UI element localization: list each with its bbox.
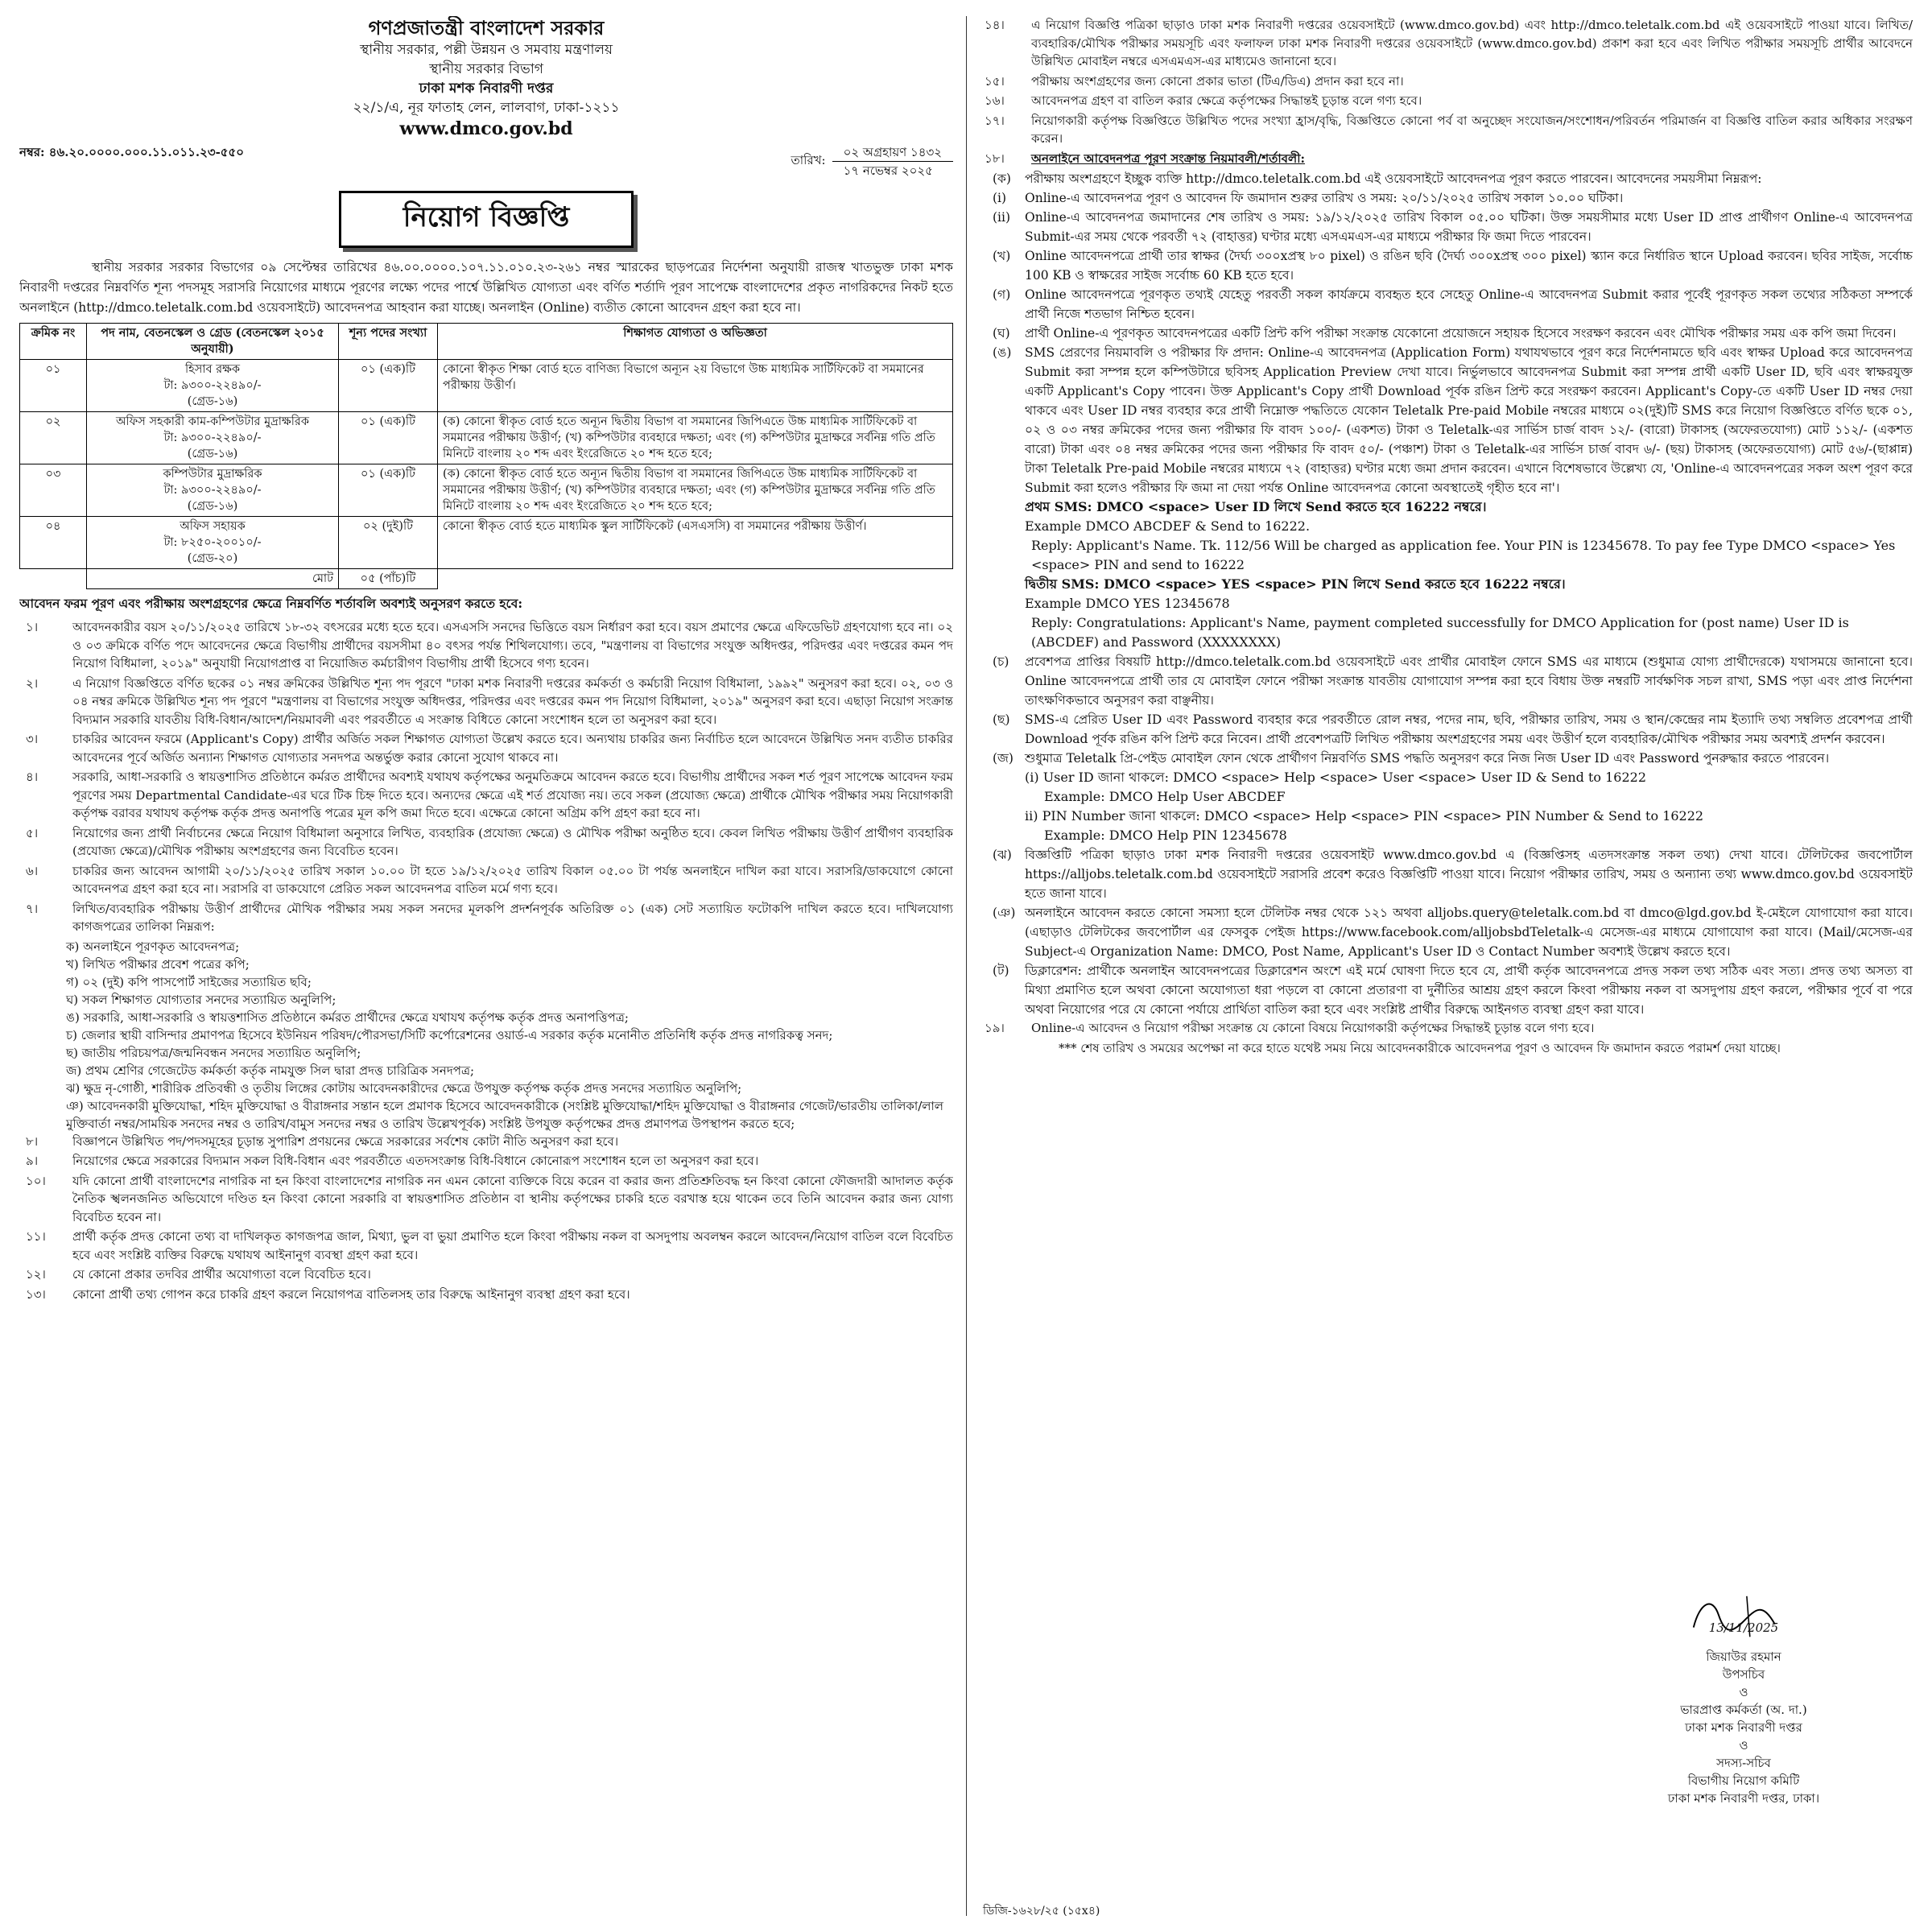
rule-item: (ঘ) প্রার্থী Online-এ পূরণকৃত আবেদনপত্রের একটি প্রিন্ট কপি পরীক্ষা সংক্রান্ত যেকোনো প্রয়োজনে সহায়ক হিসেবে সংরক্ষণ করবেন এবং মৌখিক পরীক্ষার সময় এক কপি জমা দিবেন।: [993, 326, 1897, 341]
office-address: ২২/১/এ, নূর ফাতাহ লেন, লালবাগ, ঢাকা-১২১১: [353, 100, 620, 116]
rule-item: (ঝ) বিজ্ঞপ্তিটি পত্রিকা ছাড়াও ঢাকা মশক নিবারণী দপ্তরের ওয়েবসাইট www.dmco.gov.bd এ (বিজ্ঞপ্তিসহ এতদসংক্রান্ত সকল তথ্য) দেখা যাবে। টেলিটকের জবপোর্টাল https://alljobs.teletalk.com.bd ওয়েবসাইটে সরাসরি প্রবেশ করেও বিজ্ঞপ্তিটি পাওয়া যাবে। নিয়োগ পরীক্ষার তারিখ, সময় ও অন্যান্য তথ্য www.dmco.gov.bd ওয়েবসাইট হতে জানা যাবে।: [993, 848, 1913, 901]
recover-pin-example: Example: DMCO Help PIN 12345678: [1044, 828, 1287, 843]
col-count: শূন্য পদের সংখ্যা: [339, 324, 438, 360]
table-row: [20, 517, 953, 569]
row-count: ০১ (এক)টি: [339, 412, 438, 464]
date-bengali: ০২ অগ্রহায়ণ ১৪৩২: [832, 143, 953, 162]
row-post: কম্পিউটার মুদ্রাক্ষরিক টা: ৯৩০০-২২৪৯০/- (গ্রেড-১৬): [87, 464, 339, 517]
doc-list-item: গ) ০২ (দুই) কপি পাসপোর্ট সাইজের সত্যায়িত ছবি;: [66, 974, 312, 989]
gov-title: গণপ্রজাতন্ত্রী বাংলাদেশ সরকার: [368, 16, 605, 39]
signatory-role-2: সদস্য-সচিব: [1716, 1756, 1771, 1770]
rule-item: (ক) পরীক্ষায় অংশগ্রহণে ইচ্ছুক ব্যক্তি http://dmco.teletalk.com.bd এই ওয়েবসাইটে আবেদনপত্র পূরণ করতে পারবেন। আবেদনের সময়সীমা নিম্নরূপ:: [993, 171, 1762, 186]
instructions-heading: আবেদন ফরম পূরণ এবং পরীক্ষায় অংশগ্রহণের ক্ষেত্রে নিম্নবর্ণিত শর্তাবলি অবশ্যই অনুসরণ করতে হবে:: [19, 596, 523, 611]
recover-user-id-example: Example: DMCO Help User ABCDEF: [1044, 789, 1286, 804]
doc-list-item: ঙ) সরকারি, আধা-সরকারি ও স্বায়ত্তশাসিত প্রতিষ্ঠানে কর্মরত প্রার্থীদের ক্ষেত্রে যথাযথ কর্তৃপক্ষ কর্তৃক প্রদত্ত অনাপত্তিপত্র;: [66, 1009, 629, 1025]
sms-second-reply: Reply: Congratulations: Applicant's Name, payment completed successfully for DMCO Application for (post name) User ID is (ABCDEF) and Password (XXXXXXXX): [1031, 615, 1849, 650]
list-item: ২। এ নিয়োগ বিজ্ঞপ্তিতে বর্ণিত ছকের ০১ নম্বর ক্রমিকের উল্লিখিত শূন্য পদ পূরণে "ঢাকা মশক নিবারণী দপ্তরের কর্মকর্তা ও কর্মচারী নিয়োগ বিধিমালা, ১৯৯২" অনুসরণ করা হবে। ০২, ০৩ ও ০৪ নম্বর ক্রমিকে উল্লিখিত শূন্য পদ পূরণে "মন্ত্রণালয় বা বিভাগের সংযুক্ত অধিদপ্তর, পরিদপ্তর এবং দপ্তরের কমন পদ নিয়োগ বিধিমালা, ২০১৯" অনুসরণ করা হবে। এছাড়া নিয়োগ সংক্রান্ত বিদ্যমান সরকারি যাবতীয় বিধি-বিধান/আদেশ/নিয়মাবলী এবং পরবর্তীতে এ সংক্রান্ত বিধিতে কোনো সংশোধন হলে তা অনুসরণ করা হবে।: [26, 675, 953, 727]
row-qualification: (ক) কোনো স্বীকৃত বোর্ড হতে অন্যূন দ্বিতীয় বিভাগ বা সমমানের জিপিএতে উচ্চ মাধ্যমিক সার্টিফিকেট বা সমমানের পরীক্ষায় উত্তীর্ণ; (খ) কম্পিউটার ব্যবহারে দক্ষতা; এবং (গ) কম্পিউটার মুদ্রাক্ষরে সর্বনিম্ন গতি প্রতি মিনিটে বাংলায় ২০ শব্দ এবং ইংরেজিতে ২০ শব্দ হতে হবে;: [438, 464, 953, 517]
doc-list-item: ঘ) সকল শিক্ষাগত যোগ্যতার সনদের সত্যায়িত অনুলিপি;: [66, 992, 336, 1007]
list-item: ১৯। Online-এ আবেদন ও নিয়োগ পরীক্ষা সংক্রান্ত যে কোনো বিষয়ে নিয়োগকারী কর্তৃপক্ষের সিদ্ধান্তই চূড়ান্ত বলে গণ্য হবে।: [985, 1021, 1595, 1035]
table-total-row: [20, 569, 953, 589]
table-row: [20, 464, 953, 517]
page-title: নিয়োগ বিজ্ঞপ্তি: [339, 191, 634, 248]
conjunction: ও: [1739, 1738, 1748, 1752]
rule-item: (খ) Online আবেদনপত্রে প্রার্থী তার স্বাক্ষর (দৈর্ঘ্য ৩০০xপ্রস্থ ৮০ pixel) ও রঙিন ছবি (দৈর্ঘ্য ৩০০xপ্রস্থ ৩০০ pixel) স্ক্যান করে নির্ধারিত স্থানে Upload করবেন। ছবির সাইজ, সর্বোচ্চ 100 KB ও স্বাক্ষরের সাইজ সর্বোচ্চ 60 KB হতে হবে।: [993, 249, 1913, 283]
date-english: ১৭ নভেম্বর ২০২৫: [843, 163, 933, 178]
list-item: ১০। যদি কোনো প্রার্থী বাংলাদেশের নাগরিক না হন কিংবা বাংলাদেশের নাগরিক নন এমন কোনো ব্যক্তিকে বিয়ে করেন বা করার জন্য প্রতিশ্রুতিবদ্ধ হন কিংবা কোনো ফৌজদারী আদালত কর্তৃক নৈতিক স্খলনজনিত অভিযোগে দণ্ডিত হন কিংবা কোনো সরকারি বা স্বায়ত্তশাসিত প্রতিষ্ঠান বা স্থানীয় কর্তৃপক্ষের চাকরি হতে বরখাস্ত হয়ে থাকেন তবে তিনি আবেদন করার জন্য যোগ্য বিবেচিত হবেন না।: [26, 1173, 953, 1224]
list-item: ৮। বিজ্ঞাপনে উল্লিখিত পদ/পদসমূহের চূড়ান্ত সুপারিশ প্রণয়নের ক্ষেত্রে সরকারের সর্বশেষ কোটা নীতি অনুসরণ করা হবে।: [26, 1133, 619, 1149]
left-column: [19, 16, 953, 1916]
row-serial: ০৪: [20, 517, 87, 569]
col-post: পদ নাম, বেতনস্কেল ও গ্রেড (বেতনস্কেল ২০১৫ অনুযায়ী): [87, 324, 339, 360]
intro-paragraph: স্থানীয় সরকার সরকার বিভাগের ০৯ সেপ্টেম্বর তারিখের ৪৬.০০.০০০০.১০৭.১১.০১০.২৩-২৬১ নম্বর স্মারকের ছাড়পত্রের নির্দেশনা অনুযায়ী রাজস্ব খাতভুক্ত ঢাকা মশক নিবারণী দপ্তরের নিম্নবর্ণিত শূন্য পদসমূহ সরাসরি নিয়োগের মাধ্যমে পূরণের লক্ষ্যে পদের পার্শ্বে উল্লিখিত যোগ্যতা এবং বর্ণিত শর্তাদি পূরণ সাপেক্ষে বাংলাদেশের প্রকৃত নাগরিকদের নিকট হতে অনলাইনে (http://dmco.teletalk.com.bd ওয়েবসাইটে) আবেদনপত্র আহবান করা যাচ্ছে। অনলাইন (Online) ব্যতীত কোনো আবেদন গ্রহণ করা হবে না।: [19, 260, 953, 315]
list-item: ৩। চাকরির আবেদন ফরমে (Applicant's Copy) প্রার্থীর অর্জিত সকল শিক্ষাগত যোগ্যতা উল্লেখ করতে হবে। অন্যথায় চাকরির জন্য নির্বাচিত হলে আবেদনে উল্লিখিত সনদ ব্যতীত চাকরির আবেদনের পূর্বে অর্জিত অন্যান্য শিক্ষাগত যোগ্যতার সনদপত্র অন্তর্ভুক্ত করার কোনো সুযোগ থাকবে না।: [26, 732, 953, 765]
recover-pin: ii) PIN Number জানা থাকলে: DMCO <space> Help <space> PIN <space> PIN Number & Send to 16222: [1025, 808, 1704, 824]
doc-list-item: জ) প্রথম শ্রেণির গেজেটেড কর্মকর্তা কর্তৃক নামযুক্ত সিল দ্বারা প্রদত্ত চারিত্রিক সনদপত্র;: [66, 1063, 475, 1078]
rule-item: (ছ) SMS-এ প্রেরিত User ID এবং Password ব্যবহার করে পরবর্তীতে রোল নম্বর, পদের নাম, ছবি, পরীক্ষার তারিখ, সময় ও স্থান/কেন্দ্রের নাম ইত্যাদি তথ্য সম্বলিত প্রবেশপত্র প্রার্থী Download পূর্বক রঙিন কপি প্রিন্ট করে নিবেন। প্রার্থী প্রবেশপত্রটি লিখিত পরীক্ষায় অংশগ্রহণের সময় এবং উত্তীর্ণ হলে ব্যবহারিক/মৌখিক পরীক্ষার সময় অবশ্যই প্রদর্শন করবেন।: [993, 712, 1913, 746]
posts-table: [19, 323, 953, 589]
list-item: ৯। নিয়োগের ক্ষেত্রে সরকারের বিদ্যমান সকল বিধি-বিধান এবং পরবর্তীতে এতদসংক্রান্ত বিধি-বিধানে কোনোরূপ সংশোধন হলে তা অনুসরণ করা হবে।: [26, 1154, 759, 1168]
signature-date: 13/11/2025: [1708, 1620, 1779, 1635]
rule-item: (i) Online-এ আবেদনপত্র পূরণ ও আবেদন ফি জমাদান শুরুর তারিখ ও সময়: ২০/১১/২০২৫ তারিখ সকাল ১০.০০ ঘটিকা।: [993, 191, 1624, 205]
doc-list-item: ক) অনলাইনে পূরণকৃত আবেদনপত্র;: [66, 939, 240, 954]
list-item: ১১। প্রার্থী কর্তৃক প্রদত্ত কোনো তথ্য বা দাখিলকৃত কাগজপত্র জাল, মিথ্যা, ভুল বা ভুয়া প্রমাণিত হলে কিংবা পরীক্ষায় নকল বা অসদুপায় অবলম্বন করলে আবেদন/নিয়োগ বাতিল বলে বিবেচিত হবে এবং সংশ্লিষ্ট ব্যক্তির বিরুদ্ধে যথাযথ আইনানুগ ব্যবস্থা গ্রহণ করা হবে।: [26, 1229, 953, 1262]
row-post: হিসাব রক্ষক টা: ৯৩০০-২২৪৯০/- (গ্রেড-১৬): [87, 360, 339, 412]
list-item: ৭। লিখিত/ব্যবহারিক পরীক্ষায় উত্তীর্ণ প্রার্থীদের মৌখিক পরীক্ষার সময় সকল সনদের মূলকপি প্রদর্শনপূর্বক অতিরিক্ত ০১ (এক) সেট সত্যায়িত ফটোকপি দাখিল করতে হবে। দাখিলযোগ্য কাগজপত্রের তালিকা নিম্নরূপ:: [26, 901, 953, 934]
signature-image: [1631, 1590, 1856, 1646]
memo-number: নম্বর: ৪৬.২০.০০০০.০০০.১১.০১১.২৩-৫৫০: [19, 145, 245, 159]
sms-first-reply: Reply: Applicant's Name. Tk. 112/56 Will be charged as application fee. Your PIN is 12345678. To pay fee Type DMCO <space> Yes <space> PIN and send to 16222: [1031, 538, 1896, 572]
doc-list-item: চ) জেলার স্থায়ী বাসিন্দার প্রমাণপত্র হিসেবে ইউনিয়ন পরিষদ/পৌরসভা/সিটি কর্পোরেশনের ওয়ার্ড-এ সরকার কর্তৃক মনোনীত প্রতিনিধি কর্তৃক প্রদত্ত নাগরিকত্ব সনদ;: [66, 1027, 833, 1042]
conjunction: ও: [1739, 1685, 1748, 1699]
table-row: [20, 360, 953, 412]
rule-item: (ঙ) SMS প্রেরণের নিয়মাবলি ও পরীক্ষার ফি প্রদান: Online-এ আবেদনপত্র (Application Form) যথাযথভাবে পূরণ করে নির্দেশনামতে ছবি এবং স্বাক্ষর Upload করে আবেদনপত্র Submit করা সম্পন্ন হলে কম্পিউটারে ছবিসহ Application Preview দেখা যাবে। নির্ভুলভাবে আবেদনপত্র Submit করা সম্পন্ন প্রার্থী একটি User ID, ছবি এবং স্বাক্ষরযুক্ত একটি Applicant's Copy পাবেন। উক্ত Applicant's Copy প্রার্থী Download পূর্বক রঙিন প্রিন্ট করে সংরক্ষণ করবেন। Applicant's Copy-তে একটি User ID নম্বর দেয়া থাকবে এবং User ID নম্বর ব্যবহার করে প্রার্থী নিম্নোক্ত পদ্ধতিতে যেকোন Teletalk Pre-paid Mobile নম্বরের মাধ্যমে ০২(দুই)টি SMS করে নিয়োগ বিজ্ঞপ্তিতে বর্ণিত ছকে ০১, ০২ ও ০৩ নম্বর ক্রমিকের পদের জন্য পরীক্ষার ফি বাবদ ১০০/- (একশত) টাকা ও Teletalk-এর সার্ভিস চার্জ বাবদ ১২/- (বারো) টাকাসহ (অফেরতযোগ্য) মোট ১১২/- (একশত বারো) টাকা এবং ০৪ নম্বর ক্রমিকের পদের জন্য পরীক্ষার ফি বাবদ ৫০/- (পঞ্চাশ) টাকা ও Teletalk-এর সার্ভিস চার্জ বাবদ ৬/- (ছয়) টাকাসহ (অফেরতযোগ্য) মোট ৫৬/-(ছাপ্পান্ন) টাকা Teletalk Pre-paid Mobile নম্বরের মাধ্যমে ৭২ (বাহাত্তর) ঘণ্টার মধ্যে জমা প্রদান করবেন। এখানে বিশেষভাবে উল্লেখ্য যে, 'Online-এ আবেদনপত্রের সকল অংশ পূরণ করে Submit করা হলেও পরীক্ষার ফি জমা না দেয়া পর্যন্ত Online আবেদনপত্র কোনো অবস্থাতেই গৃহীত হবে না'।: [993, 345, 1913, 495]
signatory-committee: বিভাগীয় নিয়োগ কমিটি: [1687, 1773, 1800, 1788]
list-item: ১৫। পরীক্ষায় অংশগ্রহণের জন্য কোনো প্রকার ভাতা (টিএ/ডিএ) প্রদান করা হবে না।: [985, 73, 1404, 89]
row-serial: ০১: [20, 360, 87, 412]
row-count: ০২ (দুই)টি: [339, 517, 438, 569]
col-serial: ক্রমিক নং: [20, 324, 87, 360]
row-serial: ০২: [20, 412, 87, 464]
row-qualification: (ক) কোনো স্বীকৃত বোর্ড হতে অন্যূন দ্বিতীয় বিভাগ বা সমমানের জিপিএতে উচ্চ মাধ্যমিক সার্টিফিকেট বা সমমানের পরীক্ষায় উত্তীর্ণ; (খ) কম্পিউটার ব্যবহারে দক্ষতা; এবং (গ) কম্পিউটার মুদ্রাক্ষরে সর্বনিম্ন গতি প্রতি মিনিটে বাংলায় ২০ শব্দ এবং ইংরেজিতে ২০ শব্দ হতে হবে;: [438, 412, 953, 464]
website-link[interactable]: www.dmco.gov.bd: [399, 118, 573, 139]
office-name: ঢাকা মশক নিবারণী দপ্তর: [419, 80, 554, 97]
right-column: [966, 16, 1913, 1916]
sms-first: প্রথম SMS: DMCO <space> User ID লিখে Send করতে হবে 16222 নম্বরে।: [1025, 499, 1487, 514]
print-code: ডিজি-১৬২৮/২৫ (১৫x৪): [983, 1905, 1100, 1916]
row-post: অফিস সহকারী কাম-কম্পিউটার মুদ্রাক্ষরিক টা: ৯৩০০-২২৪৯০/- (গ্রেড-১৬): [87, 412, 339, 464]
doc-list-item: ঝ) ক্ষুদ্র নৃ-গোষ্ঠী, শারীরিক প্রতিবন্ধী ও তৃতীয় লিঙ্গের কোটায় আবেদনকারীদের ক্ষেত্রে উপযুক্ত কর্তৃপক্ষ কর্তৃক প্রদত্ত সনদের সত্যায়িত অনুলিপি;: [66, 1080, 742, 1096]
signatory-office-2: ঢাকা মশক নিবারণী দপ্তর, ঢাকা।: [1667, 1791, 1820, 1806]
ministry: স্থানীয় সরকার, পল্লী উন্নয়ন ও সমবায় মন্ত্রণালয়: [359, 42, 613, 58]
memo-row: [19, 143, 953, 180]
list-item: ১২। যে কোনো প্রকার তদবির প্রার্থীর অযোগ্যতা বলে বিবেচিত হবে।: [26, 1267, 371, 1282]
list-item: ১৭। নিয়োগকারী কর্তৃপক্ষ বিজ্ঞপ্তিতে উল্লিখিত পদের সংখ্যা হ্রাস/বৃদ্ধি, বিজ্ঞপ্তিতে কোনো পর্ব বা অনুচ্ছেদ সংযোজন/সংশোধন/পরিবর্তন পরিমার্জন বা বিজ্ঞপ্তি বাতিল করার অধিকার সংরক্ষণ করেন।: [985, 113, 1913, 146]
list-item: ১৪। এ নিয়োগ বিজ্ঞপ্তি পত্রিকা ছাড়াও ঢাকা মশক নিবারণী দপ্তরের ওয়েবসাইটে (www.dmco.gov.bd) এবং http://dmco.teletalk.com.bd এই ওয়েবসাইটে পাওয়া যাবে। লিখিত/ব্যবহারিক/মৌখিক পরীক্ষার সময়সূচি এবং ফলাফল ঢাকা মশক নিবারণী দপ্তরের ওয়েবসাইটে (www.dmco.gov.bd) প্রকাশ করা হবে এবং লিখিত পরীক্ষার সময়সূচি প্রার্থীর আবেদনে উল্লিখিত মোবাইল নম্বরে এসএমএস-এর মাধ্যমেও জানানো হবে।: [985, 18, 1913, 68]
date-label: তারিখ:: [791, 153, 826, 167]
signatory-role: ভারপ্রাপ্ত কর্মকর্তা (অ. দা.): [1680, 1703, 1807, 1717]
table-header-row: [20, 324, 953, 360]
sms-second: দ্বিতীয় SMS: DMCO <space> YES <space> PIN লিখে Send করতে হবে 16222 নম্বরে।: [1025, 576, 1566, 592]
row-qualification: কোনো স্বীকৃত বোর্ড হতে মাধ্যমিক স্কুল সার্টিফিকেট (এসএসসি) বা সমমানের পরীক্ষায় উত্তীর্ণ।: [438, 517, 953, 569]
total-label: মোট: [87, 569, 339, 589]
division: স্থানীয় সরকার বিভাগ: [429, 61, 543, 77]
list-item: ৪। সরকারি, আধা-সরকারি ও স্বায়ত্তশাসিত প্রতিষ্ঠানে কর্মরত প্রার্থীদের অবশ্যই যথাযথ কর্তৃপক্ষের অনুমতিক্রমে আবেদন করতে হবে। বিভাগীয় প্রার্থীদের সকল শর্ত পূরণ সাপেক্ষে আবেদন ফরম পূরণের সময় Departmental Candidate-এর ঘরে টিক চিহ্ন দিতে হবে। অন্যদের ক্ষেত্রে এই শর্ত প্রযোজ্য নয়। তবে সকল (প্রযোজ্য ক্ষেত্রে) প্রার্থীকে মৌখিক পরীক্ষার সময় নিয়োগকারী কর্তৃপক্ষ বরাবর যথাযথ কর্তৃপক্ষ কর্তৃক প্রদত্ত অনাপত্তি পত্রের মূল কপি জমা দিতে হবে। এক্ষেত্রে কোনো অগ্রিম কপি গ্রহণ করা হবে না।: [26, 770, 953, 820]
row-qualification: কোনো স্বীকৃত শিক্ষা বোর্ড হতে বাণিজ্য বিভাগে অন্যূন ২য় বিভাগে উচ্চ মাধ্যমিক সার্টিফিকেট বা সমমানের পরীক্ষায় উত্তীর্ণ।: [438, 360, 953, 412]
online-rules: [978, 169, 1913, 1019]
signatory-name: জিয়াউর রহমান: [1706, 1649, 1781, 1664]
rule-item: (গ) Online আবেদনপত্রে পূরণকৃত তথ্যই যেহেতু পরবর্তী সকল কার্যক্রমে ব্যবহৃত হবে সেহেতু Online-এ আবেদনপত্র Submit করার পূর্বেই পূরণকৃত সকল তথ্যের সঠিকতা সম্পর্কে প্রার্থী নিজে শতভাগ নিশ্চিত হবেন।: [993, 287, 1913, 321]
sms-second-example: Example DMCO YES 12345678: [1025, 596, 1230, 611]
list-item: ৫। নিয়োগের জন্য প্রার্থী নির্বাচনের ক্ষেত্রে নিয়োগ বিধিমালা অনুসারে লিখিত, ব্যবহারিক (প্রযোজ্য ক্ষেত্রে) ও মৌখিক পরীক্ষা অনুষ্ঠিত হবে। কেবল লিখিত পরীক্ষায় উত্তীর্ণ প্রার্থীগণ ব্যবহারিক (প্রযোজ্য ক্ষেত্রে)/মৌখিক পরীক্ষায় অংশগ্রহণের জন্য বিবেচিত হবেন।: [26, 825, 953, 858]
row-serial: ০৩: [20, 464, 87, 517]
total-value: ০৫ (পাঁচ)টি: [339, 569, 438, 589]
doc-list-item: খ) লিখিত পরীক্ষার প্রবেশ পত্রের কপি;: [66, 956, 250, 972]
row-count: ০১ (এক)টি: [339, 464, 438, 517]
rule-item: (জ) শুধুমাত্র Teletalk প্রি-পেইড মোবাইল ফোন থেকে প্রার্থীগণ নিম্নবর্ণিত SMS পদ্ধতি অনুসরণ করে নিজ নিজ User ID এবং Password পুনরুদ্ধার করতে পারবেন।: [993, 751, 1830, 766]
rule-item: (ii) Online-এ আবেদনপত্র জমাদানের শেষ তারিখ ও সময়: ১৯/১২/২০২৫ তারিখ বিকাল ০৫.০০ ঘটিকা। উক্ত সময়সীমার মধ্যে User ID প্রাপ্ত প্রার্থীগণ Online-এ আবেদনপত্র Submit-এর সময় থেকে পরবর্তী ৭২ (বাহাত্তর) ঘণ্টার মধ্যে এসএমএস-এর মাধ্যমে পরীক্ষার ফি জমা দিতে পারবেন।: [993, 210, 1913, 244]
memo-date: [791, 143, 953, 180]
list-item: ১৩। কোনো প্রার্থী তথ্য গোপন করে চাকরি গ্রহণ করলে নিয়োগপত্র বাতিলসহ তার বিরুদ্ধে আইনানুগ ব্যবস্থা গ্রহণ করা হবে।: [26, 1286, 630, 1302]
rule-item: (ট) ডিক্লারেশন: প্রার্থীকে অনলাইন আবেদনপত্রের ডিক্লারেশন অংশে এই মর্মে ঘোষণা দিতে হবে যে, প্রার্থী কর্তৃক আবেদনপত্রে প্রদত্ত সকল তথ্য সঠিক এবং সত্য। প্রদত্ত তথ্য অসত্য বা মিথ্যা প্রমাণিত হলে অথবা কোনো অযোগ্যতা ধরা পড়লে বা কোনো প্রতারণা বা দুর্নীতির আশ্রয় গ্রহণ করলে কিংবা পরীক্ষায় নকল বা অসদুপায় গ্রহণ করলে, পরীক্ষার পূর্বে বা পরে অথবা নিয়োগের পরে যে কোনো পর্যায়ে প্রার্থিতা বাতিল করা হবে এবং সংশ্লিষ্ট প্রার্থীর বিরুদ্ধে আইনগত ব্যবস্থা গ্রহণ করা যাবে।: [993, 964, 1913, 1017]
list-item: ৬। চাকরির জন্য আবেদন আগামী ২০/১১/২০২৫ তারিখ সকাল ১০.০০ টা হতে ১৯/১২/২০২৫ তারিখ বিকাল ০৫.০০ টা পর্যন্ত অনলাইনে দাখিল করা যাবে। সরাসরি/ডাকযোগে কোনো আবেদনপত্র গ্রহণ করা হবে না। সরাসরি বা ডাকযোগে প্রেরিত সকল আবেদনপত্র বাতিল মর্মে গণ্য হবে।: [26, 863, 953, 896]
sms-instructions: [993, 497, 1913, 652]
rule-item: (চ) প্রবেশপত্র প্রাপ্তির বিষয়টি http://dmco.teletalk.com.bd ওয়েবসাইটে এবং প্রার্থীর মোবাইল ফোনে SMS এর মাধ্যমে (শুধুমাত্র যোগ্য প্রার্থীদেরকে) যথাসময়ে জানানো হবে। Online আবেদনপত্রে প্রার্থী তার যে মোবাইল ফোনে পরীক্ষা সংক্রান্ত যাবতীয় যোগাযোগ সম্পন্ন করা হবে বিধায় উক্ত নম্বরটি সার্বক্ষণিক সচল রাখা, SMS পড়া এবং প্রাপ্ত নির্দেশনা তাৎক্ষণিকভাবে অনুসরণ করা বাঞ্ছনীয়।: [993, 654, 1913, 708]
recover-user-id: (i) User ID জানা থাকলে: DMCO <space> Help <space> User <space> User ID & Send to 16222: [1025, 770, 1647, 785]
rule-item: (ঞ) অনলাইনে আবেদন করতে কোনো সমস্যা হলে টেলিটক নম্বর থেকে ১২১ অথবা alljobs.query@teletalk.com.bd বা dmco@lgd.gov.bd ই-মেইলে যোগাযোগ করা যাবে। (এছাড়াও টেলিটকের জবপোর্টাল এর ফেসবুক পেইজ https://www.facebook.com/alljobsbdTeletalk-এ মেসেজ-এর মাধ্যমে যোগাযোগ করা যাবে। (Mail/মেসেজ-এর Subject-এ Organization Name: DMCO, Post Name, Applicant's User ID ও Contact Number অবশ্যই উল্লেখ করতে হবে।: [993, 906, 1913, 959]
recovery-instructions: [993, 768, 1913, 845]
doc-list-item: ছ) জাতীয় পরিচয়পত্র/জন্মনিবন্ধন সনদের সত্যায়িত অনুলিপি;: [66, 1045, 361, 1060]
letterhead: [19, 16, 953, 140]
signature-block: [1623, 1590, 1864, 1807]
signatory-office: ঢাকা মশক নিবারণী দপ্তর: [1685, 1720, 1802, 1735]
table-row: [20, 412, 953, 464]
col-qualification: শিক্ষাগত যোগ্যতা ও অভিজ্ঞতা: [438, 324, 953, 360]
sms-first-example: Example DMCO ABCDEF & Send to 16222.: [1025, 518, 1311, 534]
list-item: ১। আবেদনকারীর বয়স ২০/১১/২০২৫ তারিখে ১৮-৩২ বৎসরের মধ্যে হতে হবে। এসএসসি সনদের ভিত্তিতে বয়স নির্ধারণ করা হবে। বয়স প্রমাণের ক্ষেত্রে এফিডেভিট গ্রহণযোগ্য হবে না। ০২ ও ০৩ ক্রমিকে বর্ণিত পদে আবেদনের ক্ষেত্রে বিভাগীয় প্রার্থীদের বয়সসীমা ৪০ বৎসর পর্যন্ত শিথিলযোগ্য। তবে, "মন্ত্রণালয় বা বিভাগের সংযুক্ত অধিদপ্তর, পরিদপ্তর এবং দপ্তরের কমন পদ নিয়োগ বিধিমালা, ২০১৯" অনুযায়ী নিয়োগপ্রাপ্ত বা নিয়োজিত কর্মচারীগণ বিভাগীয় প্রার্থী হিসেবে গণ্য হবেন।: [26, 620, 953, 671]
doc-list-item: ঞ) আবেদনকারী মুক্তিযোদ্ধা, শহিদ মুক্তিযোদ্ধা ও বীরাঙ্গনার সন্তান হলে প্রমাণক হিসেবে আবেদনকারীকে (সংশ্লিষ্ট মুক্তিযোদ্ধা/শহিদ মুক্তিযোদ্ধা ও বীরাঙ্গনার গেজেট/ভারতীয় তালিকা/লাল মুক্তিবার্তা নম্বর/সাময়িক সনদের নম্বর ও তারিখ/বামুস সনদের নম্বর ও তারিখ উল্লেখপূর্বক) সংশ্লিষ্ট উপযুক্ত কর্তৃপক্ষের প্রদত্ত প্রমাণপত্র উপস্থাপন করতে হবে;: [66, 1098, 943, 1131]
row-post: অফিস সহায়ক টা: ৮২৫০-২০০১০/- (গ্রেড-২০): [87, 517, 339, 569]
list-item: ১৬। আবেদনপত্র গ্রহণ বা বাতিল করার ক্ষেত্রে কর্তৃপক্ষের সিদ্ধান্তই চূড়ান্ত বলে গণ্য হবে।: [985, 93, 1422, 108]
list-item: ১৮। অনলাইনে আবেদনপত্র পূরণ সংক্রান্ত নিয়মাবলী/শর্তাবলী:: [985, 151, 1306, 166]
advisory-note: *** শেষ তারিখ ও সময়ের অপেক্ষা না করে হাতে যথেষ্ট সময় নিয়ে আবেদনকারীকে আবেদনপত্র পূরণ ও আবেদন ফি জমাদান করতে পরামর্শ দেয়া যাচ্ছে।: [1059, 1040, 1781, 1055]
signatory-designation: উপসচিব: [1722, 1667, 1765, 1682]
row-count: ০১ (এক)টি: [339, 360, 438, 412]
